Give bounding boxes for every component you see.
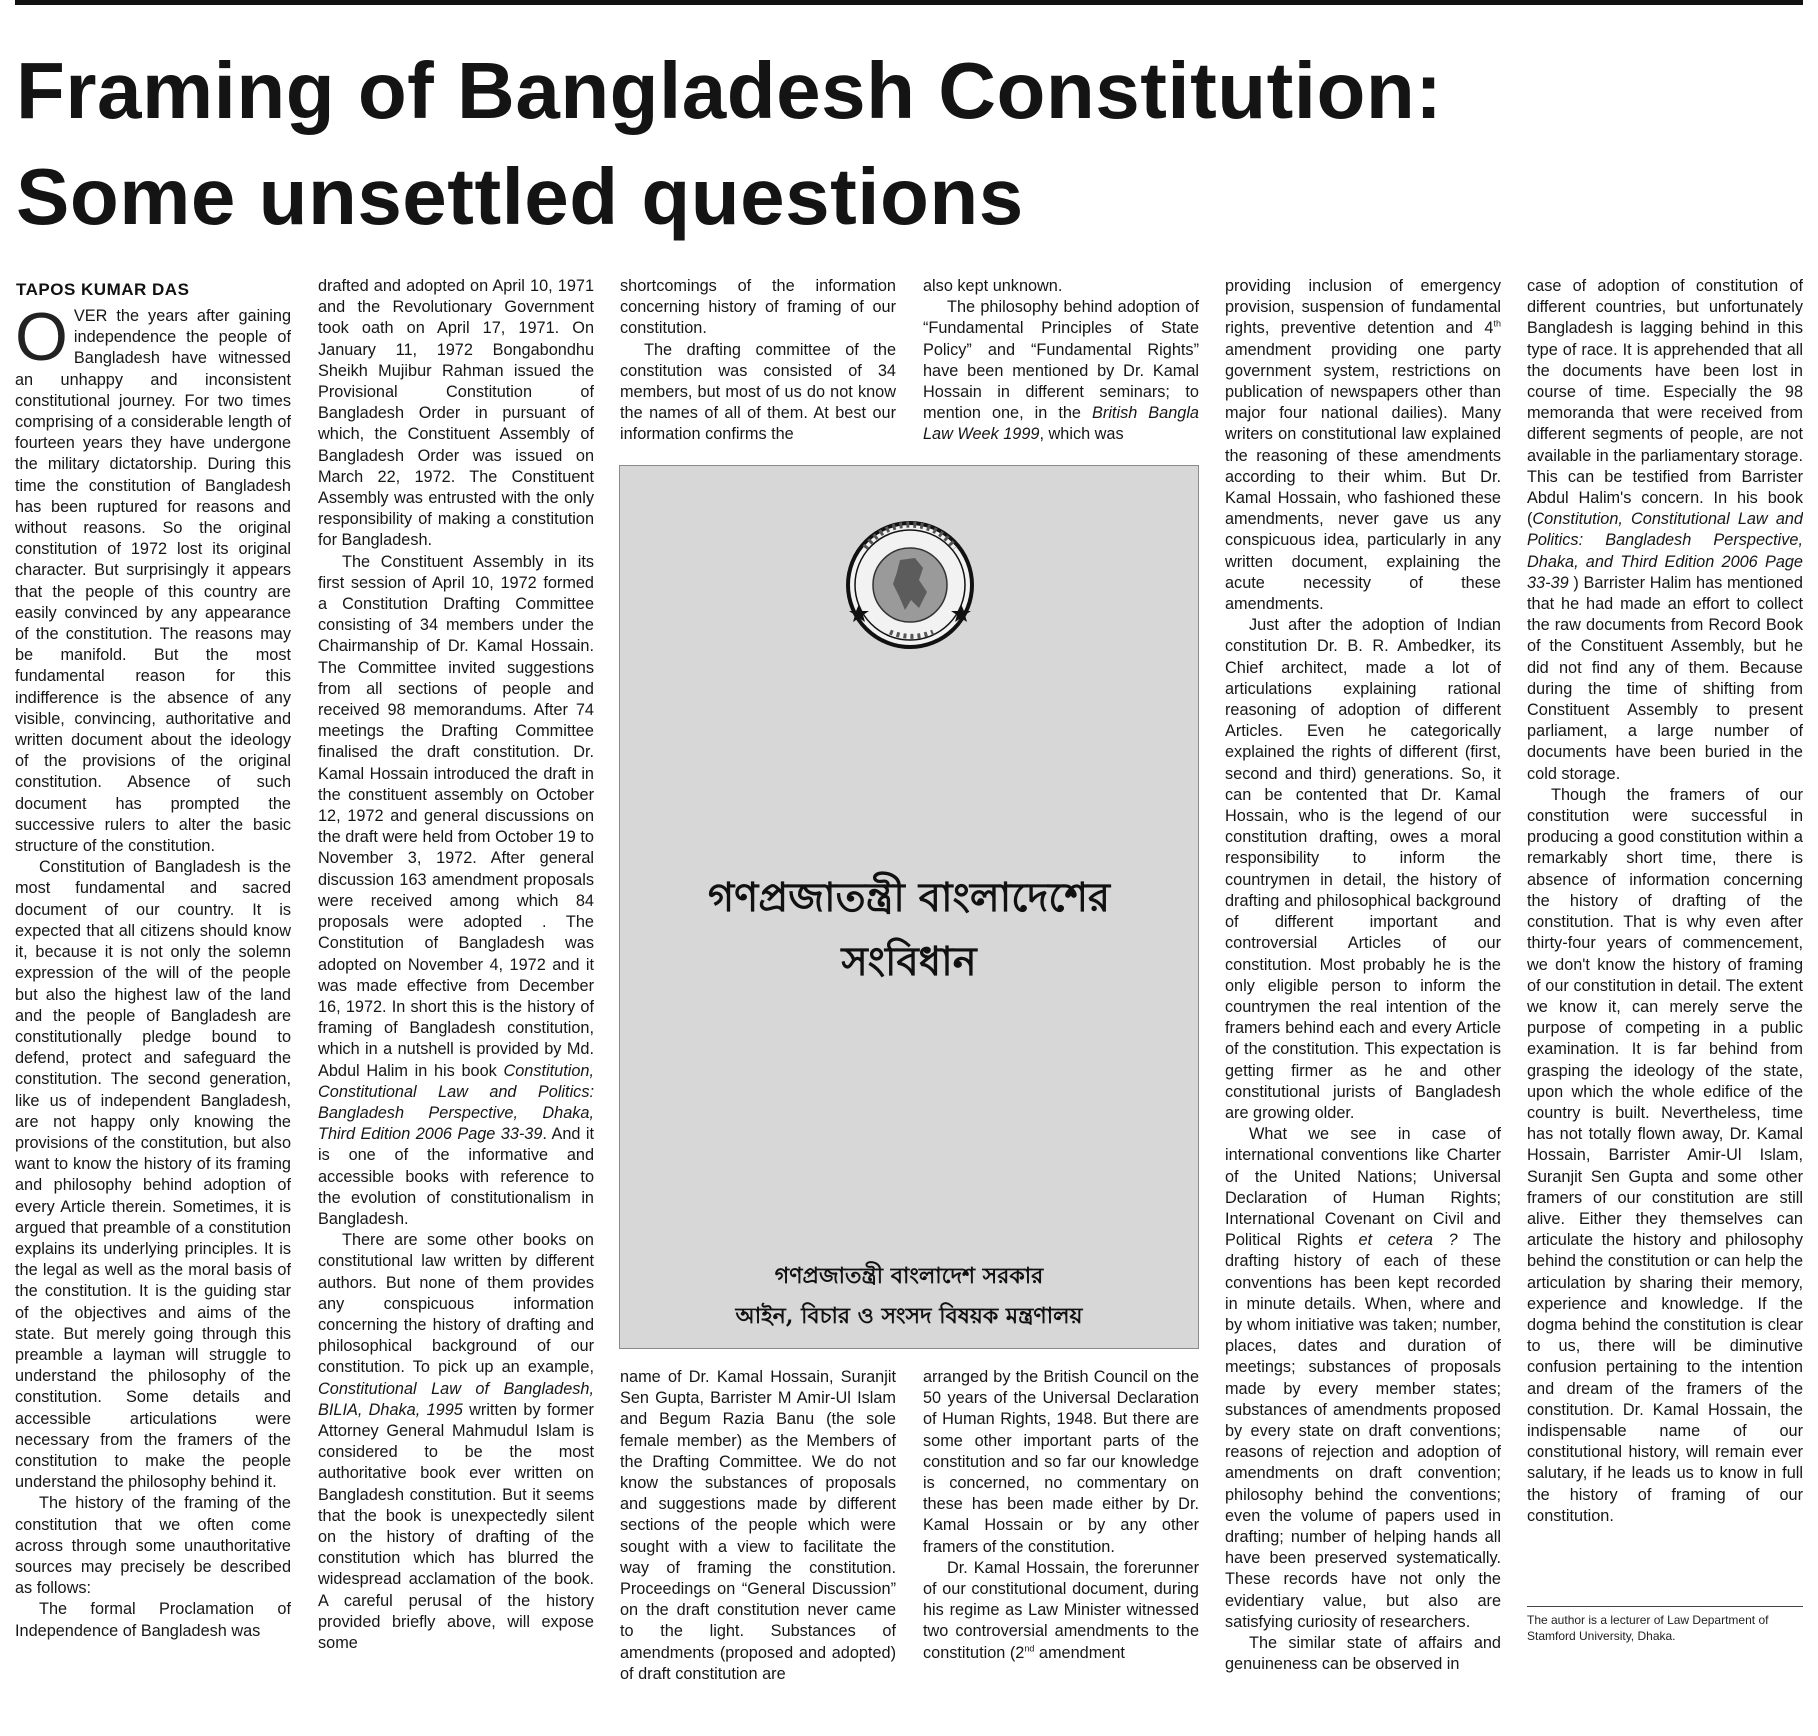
- article-column-3-bottom: [620, 1367, 896, 1707]
- cover-title: [620, 866, 1198, 994]
- paragraph-text: The philosophy behind adoption of “Fundamental Principles of State Policy” and “Fundamental Rights” have been mentioned by Dr. Kamal Hossain in different seminars; to mention one, in the: [923, 298, 1199, 423]
- paragraph-text: There are some other books on constitutional law written by different authors. But none of them provides any conspicuous information concerning the history of drafting and philosophical background of our constitution. To pick up an example,: [318, 1231, 594, 1377]
- paragraph: The similar state of affairs and genuineness can be observed in: [1225, 1634, 1501, 1674]
- paragraph-text: Dr. Kamal Hossain, the forerunner of our constitutional document, during his regime as Law Minister witnessed two controversial amendments to the constitution (2: [923, 1558, 1199, 1662]
- drop-cap: O: [15, 306, 68, 375]
- paragraph: Though the framers of our constitution were successful in producing a good constitution within a remarkably short time, there is absence of information concerning the history of drafting of the constitution. That is why even after thirty-four years of commencement, we don't know the history of framing of our constitution in detail. The extent we know it, can merely serve the purpose of competing in a public examination. It is far behind from grasping the ideology of the state, upon which the whole edifice of the country is built. Nevertheless, time has not totally flown away, Dr. Kamal Hossain, Barrister Amir-Ul Islam, Suranjit Sen Gupta and some other framers of our constitution are still alive. Either they themselves can articulate the history and philosophy behind the constitution or can help the articulation by sharing their memory, experience and knowledge. If the dogma behind the constitution is clear to us, there will be diminutive confusion pertaining to the intention and dream of the framers of the constitution. Dr. Kamal Hossain, the indispensable name of our constitutional history, will remain ever salutary, if he leads us to know in full the history of framing of our constitution.: [1527, 785, 1803, 1525]
- cover-title-line-2: সংবিধান: [841, 938, 977, 985]
- book-title: Constitution, Constitutional Law and Politics: Bangladesh Perspective, Dhaka, and Third Edition 2006 Page 33-39: [1527, 510, 1803, 592]
- book-title: Constitutional Law of Bangladesh, BILIA, Dhaka, 1995: [318, 1379, 594, 1419]
- paragraph-text: amendment providing one party government system, restrictions on publication of newspapers other than major four national dailies). Many writers on constitutional law explained the reasoning of these amendments according to their whim. But Dr. Kamal Hossain, who fashioned these amendments, never gave us any conspicuous idea, particularly in any written document, explaining the acute necessity of these amendments.: [1225, 340, 1501, 614]
- book-title: Constitution, Constitutional Law and Politics: Bangladesh Perspective, Dhaka, Third Edition 2006 Page 33-39: [318, 1061, 594, 1144]
- cover-title-line-1: গণপ্রজাতন্ত্রী বাংলাদেশের: [707, 874, 1111, 921]
- article-column-3-top: [620, 276, 896, 446]
- paragraph: [318, 1230, 594, 1654]
- paragraph: [1527, 276, 1803, 785]
- cover-footer-line-1: গণপ্রজাতন্ত্রী বাংলাদেশ সরকার: [774, 1263, 1044, 1289]
- paragraph: The drafting committee of the constitution was consisted of 34 members, but most of us do not know the names of all of them. At best our information confirms the: [620, 340, 896, 444]
- headline: [16, 38, 1806, 250]
- paragraph-text: , which was: [1039, 425, 1124, 444]
- superscript: nd: [1024, 1643, 1035, 1654]
- cover-footer: [620, 1256, 1198, 1336]
- article-column-4-bottom: [923, 1367, 1199, 1707]
- paragraph: The formal Proclamation of Independence of Bangladesh was: [15, 1600, 291, 1640]
- paragraph: [318, 552, 594, 1231]
- headline-line-1: Framing of Bangladesh Constitution:: [16, 46, 1443, 135]
- article-column-6: [1527, 276, 1803, 1596]
- paragraph: Just after the adoption of Indian constitution Dr. B. R. Ambedker, its Chief architect, made a lot of articulations explaining rational reasoning of adoption of different Articles. Even he categorically explained the rights of different (first, second and third) generations. So, it can be contented that Dr. Kamal Hossain, who is the legend of our constitution drafting, owes a moral responsibility to inform the countrymen in detail, the history of drafting and philosophical background of different important and controversial Articles of our constitution. Most probably he is the only eligible person to inform the countrymen the real intention of the framers behind each and every Article of the constitution. This expectation is getting firmer as he and other constitutional jurists of Bangladesh are growing older.: [1225, 616, 1501, 1122]
- paragraph-text: case of adoption of constitution of different countries, but unfortunately Bangladesh is lagging behind in this type of race. It is apprehended that all the documents have been lost in course of time. Especially the 98 memoranda that were received from different segments of people, are not available in the parliamentary storage. This can be testified from Barrister Abdul Halim's concern. In his book (: [1527, 277, 1803, 529]
- paragraph: also kept unknown.: [923, 277, 1063, 295]
- paragraph: shortcomings of the information concerning history of framing of our constitution.: [620, 277, 896, 338]
- article-column-1: [15, 306, 291, 1736]
- paragraph-text: ) Barrister Halim has mentioned that he had made an effort to collect the raw documents from Record Book of the Constituent Assembly, but he did not find any of them. Because during the time of shifting from Constituent Assembly to present parliament, a large number of documents have been buried in the cold storage.: [1527, 573, 1803, 783]
- paragraph: [923, 297, 1199, 445]
- event-title: British Bangla Law Week 1999: [923, 404, 1199, 444]
- government-seal-icon: [845, 520, 975, 650]
- cover-footer-line-2: আইন, বিচার ও সংসদ বিষয়ক মন্ত্রণালয়: [735, 1303, 1083, 1329]
- paragraph: name of Dr. Kamal Hossain, Suranjit Sen Gupta, Barrister M Amir-Ul Islam and Begum Razia Banu (the sole female member) as the Members of the Drafting Committee. We do not know the substances of proposals and suggestions made by different sections of the people which were sought with a view to facilitate the way of framing the constitution. Proceedings on “General Discussion” on the draft constitution never came to the light. Substances of amendments (proposed and adopted) of draft constitution are: [620, 1368, 896, 1683]
- paragraph-text: The Constituent Assembly in its first session of April 10, 1972 formed a Constitution Drafting Committee consisting of 34 members under the Chairmanship of Dr. Kamal Hossain. The Committee invited suggestions from all sections of people and received 98 memorandums. After 74 meetings the Drafting Committee finalised the draft constitution. Dr. Kamal Hossain introduced the draft in the constituent assembly on October 12, 1972 and general discussions on the draft were held from October 19 to November 3, 1972. After general discussion 163 amendment proposals were received among which 84 proposals were adopted . The Constitution of Bangladesh was adopted on November 4, 1972 and it was made effective from December 16, 1972. In short this is the history of framing of Bangladesh constitution, which in a nutshell is provided by Md. Abdul Halim in his book: [318, 552, 594, 1080]
- paragraph: The history of the framing of the constitution that we often come across through some unauthoritative sources may precisely be described as follows:: [15, 1494, 291, 1598]
- top-rule: [15, 0, 1803, 5]
- paragraph-text: providing inclusion of emergency provision, suspension of fundamental rights, preventive detention and 4: [1225, 277, 1501, 338]
- headline-line-2: Some unsettled questions: [16, 152, 1024, 241]
- author-note: The author is a lecturer of Law Department of Stamford University, Dhaka.: [1527, 1613, 1769, 1643]
- paragraph-text: VER the years after gaining independence the people of Bangladesh have witnessed an unhappy and inconsistent constitutional journey. For two times comprising of a considerable length of fourteen years they have undergone the military dictatorship. During this time the constitution of Bangladesh has been ruptured for reasons and without reasons. So the original constitution of 1972 lost its original character. But surprisingly it appears that the people of this country are easily convinced by any appearance of the constitution. The reasons may be manifold. But the most fundamental reason for this indifference is the absence of any visible, convincing, authoritative and written document about the ideology of the provisions of the original constitution. Absence of such document has prompted the successive rulers to alter the basic structure of the constitution.: [15, 307, 291, 856]
- superscript: th: [1493, 318, 1501, 329]
- article-column-2: [318, 276, 594, 1706]
- author-note-divider: [1527, 1606, 1803, 1607]
- paragraph: [1225, 276, 1501, 615]
- paragraph-text: The drafting history of each of these conventions has been kept recorded in minute details. When, where and by whom initiative was taken; number, places, dates and duration of meetings; substances of proposals made by every member states; substances of amendments proposed by every state on draft conventions; reasons of rejection and adoption of amendments on draft convention; philosophy behind the conventions; even the volume of papers used in drafting; number of helping hands all have been preserved systematically. These records have not only the evidentiary value, but also are satisfying curiosity of researchers.: [1225, 1231, 1501, 1631]
- paragraph-text: written by former Attorney General Mahmudul Islam is considered to be the most authoritative book ever written on Bangladesh constitution. But it seems that the book is unexpectedly silent on the history of drafting of the constitution which has blurred the widespread acclamation of the book. A careful perusal of the history provided briefly above, will expose some: [318, 1400, 594, 1652]
- paragraph: arranged by the British Council on the 50 years of the Universal Declaration of Human Rights, 1948. But there are some other important parts of the constitution and so far our knowledge is concerned, no commentary on these has been made either by Dr. Kamal Hossain or by any other framers of the constitution.: [923, 1368, 1199, 1556]
- article-column-4-top: [923, 276, 1199, 446]
- paragraph-text: What we see in case of international conventions like Charter of the United Nations; Universal Declaration of Human Rights; International Covenant on Civil and Political Rights: [1225, 1125, 1501, 1250]
- paragraph-text: amendment: [1038, 1643, 1125, 1662]
- paragraph: drafted and adopted on April 10, 1971 and the Revolutionary Government took oath on April 17, 1971. On January 11, 1972 Bongabondhu Sheikh Mujibur Rahman issued the Provisional Constitution of Bangladesh Order in pursuant of which, the Constituent Assembly of Bangladesh Order was issued on March 22, 1972. The Constituent Assembly was entrusted with the only responsibility of making a constitution for Bangladesh.: [318, 277, 594, 550]
- paragraph: [923, 1558, 1199, 1664]
- paragraph: [1225, 1124, 1501, 1633]
- paragraph-text: . And it is one of the informative and accessible books with reference to the evolution of constitutionalism in Bangladesh.: [318, 1125, 594, 1228]
- italic-phrase: et cetera ?: [1358, 1231, 1458, 1250]
- byline: TAPOS KUMAR DAS: [16, 280, 190, 299]
- article-column-5: [1225, 276, 1501, 1706]
- constitution-cover-image: [619, 465, 1199, 1349]
- paragraph: Constitution of Bangladesh is the most fundamental and sacred document of our country. It is expected that all citizens should know it, because it is not only the solemn expression of the will of the people but also the highest law of the land and the people of Bangladesh are constitutionally pledge bound to defend, protect and safeguard the constitution. The second generation, like us of independent Bangladesh, are not happy only knowing the provisions of the constitution, but also want to know the history of its framing and philosophy behind adoption of every Article therein. Sometimes, it is argued that preamble of a constitution explains its underlying principles. It is the legal as well as the moral basis of the constitution. It is the guiding star of the objectives and aims of the state. But merely going through this preamble a layman will struggle to understand the philosophy of the constitution. Some details and accessible articulations were necessary from the framers of the constitution to make the people understand the philosophy behind it.: [15, 858, 291, 1492]
- paragraph: [15, 306, 291, 857]
